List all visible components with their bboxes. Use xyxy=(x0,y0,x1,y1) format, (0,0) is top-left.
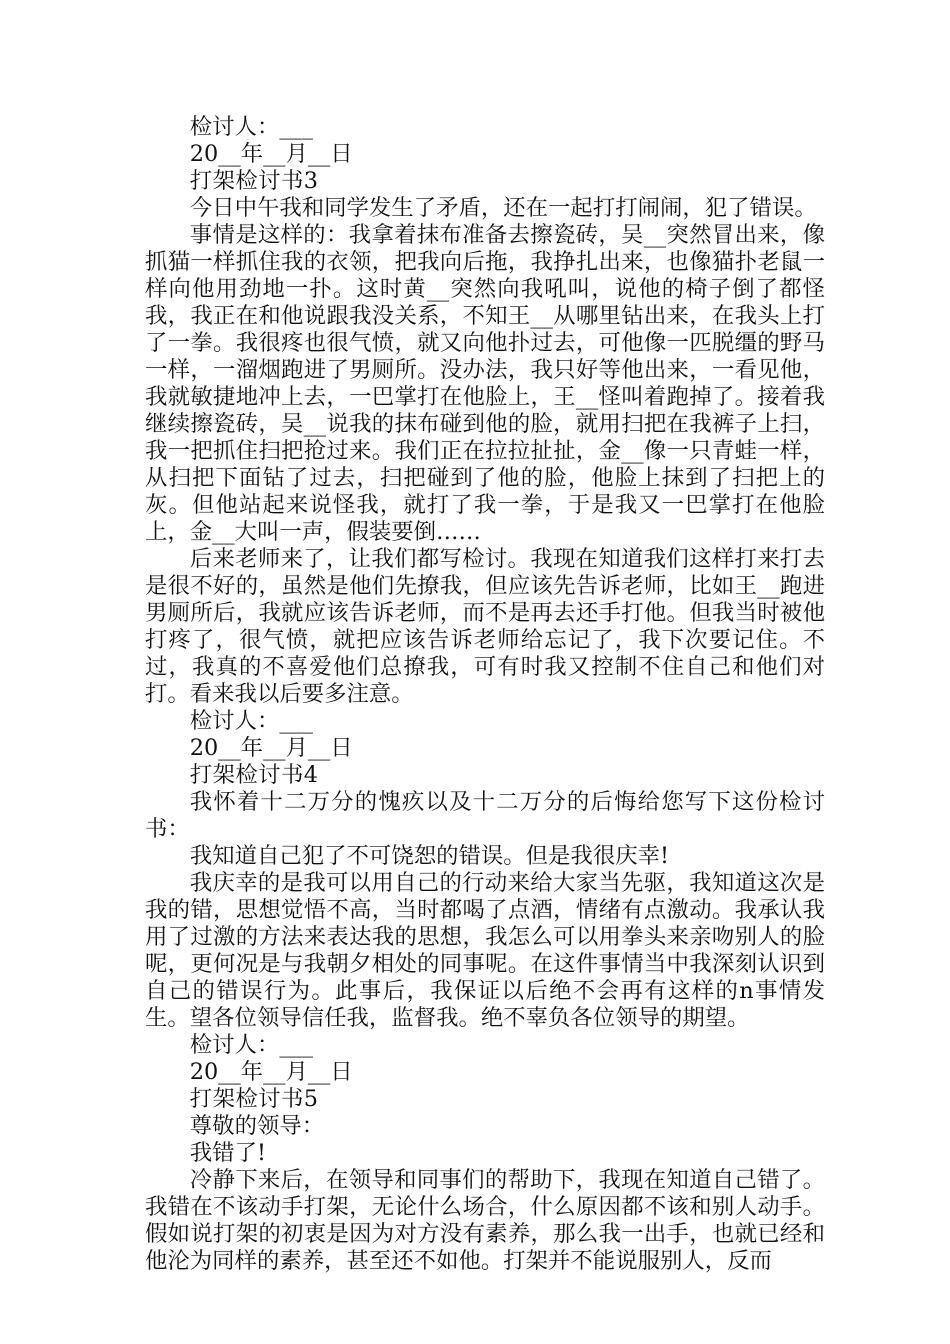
paragraph: 事情是这样的：我拿着抹布准备去擦瓷砖，吴__突然冒出来，像抓猫一样抓住我的衣领，把我向后拖，我挣扎出来，也像猫扑老鼠一样向他用劲地一扑。这时黄__突然向我吼叫，说他的椅子倒了都怪我，我正在和他说跟我没关系，不知王__从哪里钻出来，在我头上打了一拳。我很疼也很气愤，就又向他扑过去，可他像一匹脱缰的野马一样，一溜烟跑进了男厕所。没办法，我只好等他出来，一看见他，我就敏捷地冲上去，一巴掌打在他脸上，王__怪叫着跑掉了。接着我继续擦瓷砖，吴__说我的抹布碰到他的脸，就用扫把在我裤子上扫，我一把抓住扫把抢过来。我们正在拉拉扯扯，金__像一只青蛙一样，从扫把下面钻了过去，扫把碰到了他的脸，他脸上抹到了扫把上的灰。但他站起来说怪我，就打了我一拳，于是我又一巴掌打在他脸上，金__大叫一声，假装要倒…… xyxy=(145,222,825,545)
paragraph: 冷静下来后，在领导和同事们的帮助下，我现在知道自己错了。我错在不该动手打架，无论什么场合，什么原因都不该和别人动手。假如说打架的初衷是因为对方没有素养，那么我一出手，也就已经和他沦为同样的素养，甚至还不如他。打架并不能说服别人，反而 xyxy=(145,1167,825,1274)
date-line: 20__年__月__日 xyxy=(189,735,353,761)
paragraph: 后来老师来了，让我们都写检讨。我现在知道我们这样打来打去是很不好的，虽然是他们先撩我，但应该先告诉老师，比如王__跑进男厕所后，我就应该告诉老师，而不是再去还手打他。但我当时被他打疼了，很气愤，就把应该告诉老师给忘记了，我下次要记住。不过，我真的不喜爱他们总撩我，可有时我又控制不住自己和他们对打。看来我以后要多注意。 xyxy=(145,546,825,707)
paragraph: 我庆幸的是我可以用自己的行动来给大家当先驱，我知道这次是我的错，思想觉悟不高，当时都喝了点酒，情绪有点激动。我承认我用了过激的方法来表达我的思想，我怎么可以用拳头来亲吻别人的脸呢，更何况是与我朝夕相处的同事呢。在这件事情当中我深刻认识到自己的错误行为。此事后，我保证以后绝不会再有这样的n事情发生。望各位领导信任我，监督我。绝不辜负各位领导的期望。 xyxy=(145,870,825,1031)
signature-line: 检讨人：___ xyxy=(189,114,313,140)
document-body xyxy=(145,114,825,1275)
section-title: 打架检讨书5 xyxy=(189,1086,319,1112)
date-line: 20__年__月__日 xyxy=(189,1059,353,1085)
paragraph: 今日中午我和同学发生了矛盾，还在一起打打闹闹，犯了错误。 xyxy=(189,195,817,221)
paragraph: 我怀着十二万分的愧疚以及十二万分的后悔给您写下这份检讨书： xyxy=(145,789,825,842)
salutation: 尊敬的领导： xyxy=(189,1113,325,1139)
section-title: 打架检讨书4 xyxy=(189,762,319,788)
signature-line: 检讨人：___ xyxy=(189,708,313,734)
paragraph: 我错了! xyxy=(189,1140,266,1166)
date-line: 20__年__月__日 xyxy=(189,141,353,167)
paragraph: 我知道自己犯了不可饶恕的错误。但是我很庆幸! xyxy=(189,843,669,869)
section-title: 打架检讨书3 xyxy=(189,168,319,194)
signature-line: 检讨人：___ xyxy=(189,1032,313,1058)
